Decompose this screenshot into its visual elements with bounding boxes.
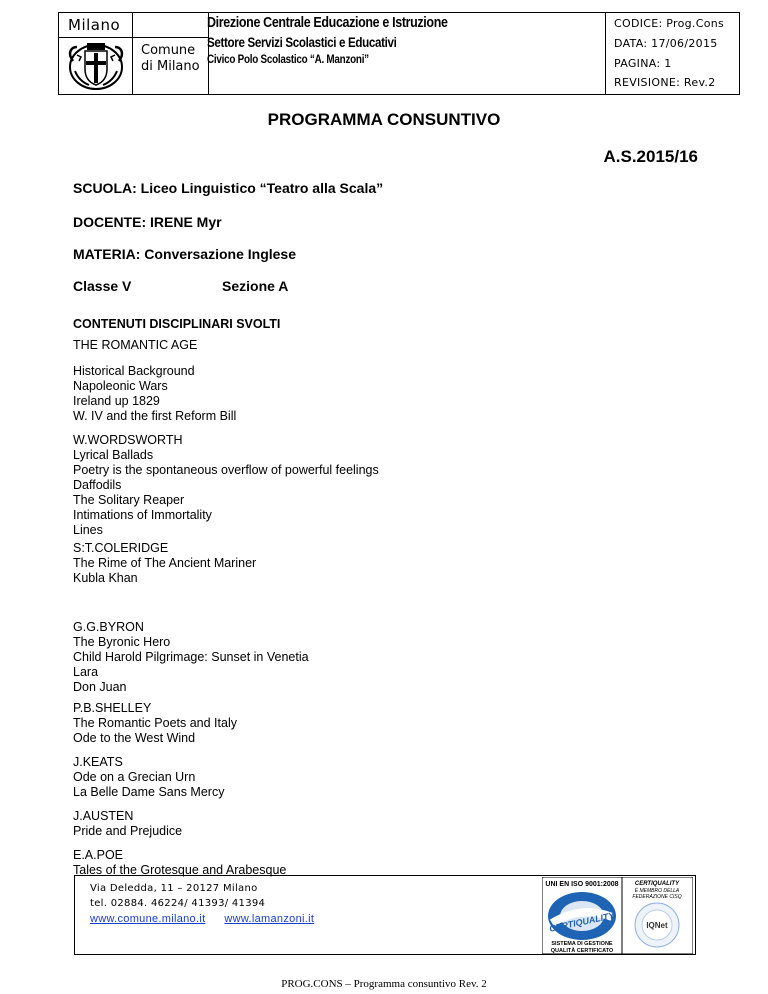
comune-cell [133, 13, 209, 94]
data-label: DATA: 17/06/2015 [614, 37, 718, 50]
section-wordsworth [73, 433, 379, 538]
school-year: A.S.2015/16 [603, 147, 698, 166]
list-item: P.B.SHELLEY [73, 701, 152, 715]
section-keats [73, 755, 224, 800]
list-item: S:T.COLERIDGE [73, 541, 169, 555]
list-item: Poetry is the spontaneous overflow of powerful feelings [73, 463, 379, 477]
milano-brand-cell [59, 13, 133, 94]
iqnet-text: IQNet [646, 921, 668, 930]
classe-field: Classe V [73, 278, 132, 294]
comune-line1: Comune [141, 43, 196, 58]
scuola-field: SCUOLA: Liceo Linguistico “Teatro alla Scala” [73, 180, 384, 196]
cert-bottom-line2: QUALITÀ CERTIFICATO [550, 948, 614, 954]
list-item: Ireland up 1829 [73, 394, 160, 408]
page-footer [74, 875, 696, 955]
list-item: The Byronic Hero [73, 635, 171, 649]
section-austen [73, 809, 182, 839]
settore-title: Settore Servizi Scolastici e Educativi [207, 35, 397, 50]
list-item: Napoleonic Wars [73, 379, 168, 393]
list-item: W.WORDSWORTH [73, 433, 183, 447]
sezione-field: Sezione A [222, 278, 289, 294]
revisione-label: REVISIONE: Rev.2 [614, 76, 716, 89]
list-item: W. IV and the first Reform Bill [73, 409, 237, 423]
section-heading: THE ROMANTIC AGE [73, 338, 198, 352]
list-item: The Solitary Reaper [73, 493, 185, 507]
section-history [73, 364, 236, 424]
section-shelley [73, 701, 237, 746]
cert-right-line2: È MEMBRO DELLA [634, 888, 680, 894]
civico-title: Civico Polo Scolastico “A. Manzoni” [207, 54, 369, 66]
list-item: Tales of the Grotesque and Arabesque [73, 863, 287, 877]
cert-badge-text: CERTIQUALITY [548, 910, 616, 934]
page-title: PROGRAMMA CONSUNTIVO [267, 110, 501, 129]
cert-top-text: UNI EN ISO 9001:2008 [545, 881, 619, 888]
list-item: The Rime of The Ancient Mariner [73, 556, 257, 570]
document-code: PROG.CONS – Programma consuntivo Rev. 2 [281, 978, 487, 990]
list-item: Historical Background [73, 364, 195, 378]
materia-field: MATERIA: Conversazione Inglese [73, 246, 297, 262]
list-item: Child Harold Pilgrimage: Sunset in Venetia [73, 650, 309, 664]
address-text: Via Deledda, 11 – 20127 Milano [90, 883, 258, 894]
section-poe [73, 848, 286, 878]
docente-field: DOCENTE: IRENE Myr [73, 214, 222, 230]
phone-text: tel. 02884. 46224/ 41393/ 41394 [90, 898, 266, 909]
list-item: Don Juan [73, 680, 127, 694]
iso-certification-logo [542, 877, 693, 954]
list-item: Pride and Prejudice [73, 824, 183, 838]
list-item: J.KEATS [73, 755, 123, 769]
comune-milano-link[interactable]: www.comune.milano.it [90, 913, 206, 925]
list-item: Lara [73, 665, 99, 679]
direzione-title: Direzione Centrale Educazione e Istruzione [207, 15, 448, 31]
lamanzoni-link[interactable]: www.lamanzoni.it [224, 913, 315, 925]
document-header [58, 12, 740, 95]
codice-label: CODICE: Prog.Cons [614, 17, 725, 30]
pagina-label: PAGINA: 1 [614, 57, 672, 70]
list-item: Ode on a Grecian Urn [73, 770, 196, 784]
comune-line2: di Milano [141, 59, 200, 74]
list-item: Ode to the West Wind [73, 731, 196, 745]
list-item: Lines [73, 523, 103, 537]
list-item: J.AUSTEN [73, 809, 134, 823]
list-item: Lyrical Ballads [73, 448, 154, 462]
list-item: La Belle Dame Sans Mercy [73, 785, 225, 799]
section-romantic-age [73, 338, 197, 353]
list-item: Daffodils [73, 478, 122, 492]
list-item: G.G.BYRON [73, 620, 144, 634]
milano-brand: Milano [68, 16, 121, 34]
section-byron [73, 620, 309, 695]
contenuti-heading: CONTENUTI DISCIPLINARI SVOLTI [73, 317, 281, 331]
list-item: Kubla Khan [73, 571, 138, 585]
milano-coat-of-arms-icon [65, 41, 127, 91]
document-meta [605, 13, 741, 94]
section-coleridge [73, 541, 256, 586]
list-item: Intimations of Immortality [73, 508, 212, 522]
cert-bottom-line1: SISTEMA DI GESTIONE [551, 941, 613, 947]
cert-right-line1: CERTIQUALITY [634, 881, 680, 887]
list-item: E.A.POE [73, 848, 124, 862]
cert-right-line3: FEDERAZIONE CISQ [632, 894, 682, 900]
list-item: The Romantic Poets and Italy [73, 716, 237, 730]
